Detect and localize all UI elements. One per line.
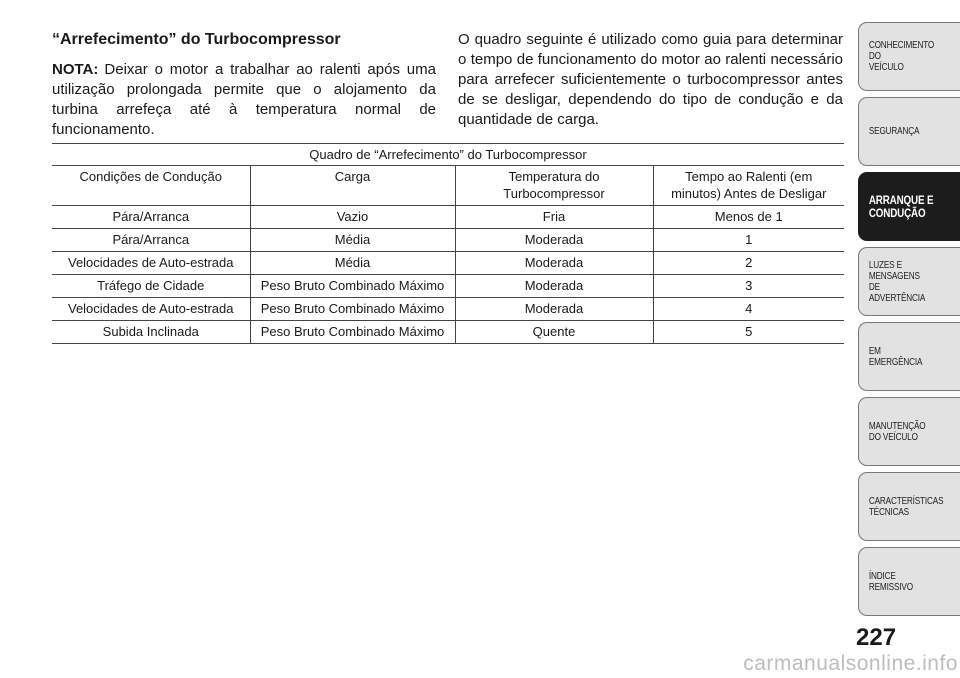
table-row — [52, 229, 844, 252]
cell-load: Peso Bruto Combinado Máximo — [250, 321, 455, 344]
tab-indice-remissivo[interactable] — [858, 547, 960, 616]
cell-conditions: Pára/Arranca — [52, 229, 250, 252]
tab-caracteristicas-tecnicas[interactable] — [858, 472, 960, 541]
cell-conditions: Velocidades de Auto-estrada — [52, 252, 250, 275]
cell-conditions: Tráfego de Cidade — [52, 275, 250, 298]
cell-conditions: Subida Inclinada — [52, 321, 250, 344]
tab-label: ARRANQUE E CONDUÇÃO — [868, 192, 934, 220]
tab-luzes-e-mensagens[interactable] — [858, 247, 960, 316]
table-row — [52, 206, 844, 229]
note-paragraph — [52, 60, 436, 140]
column-header-temperature: Temperatura do Turbocompressor — [455, 166, 653, 206]
note-label: NOTA: — [52, 61, 99, 78]
section-heading: “Arrefecimento” do Turbocompressor — [52, 31, 341, 48]
tab-label: CARACTERÍSTICAS TÉCNICAS — [868, 495, 944, 518]
tab-label: EM EMERGÊNCIA — [868, 345, 923, 368]
intro-right-column — [458, 30, 843, 130]
tab-label: LUZES E MENSAGENS DE ADVERTÊNCIA — [868, 259, 926, 304]
column-header-conditions: Condições de Condução — [52, 166, 250, 206]
cell-temperature: Moderada — [455, 252, 653, 275]
cell-temperature: Fria — [455, 206, 653, 229]
tab-label: CONHECIMENTO DO VEÍCULO — [868, 40, 935, 73]
table-row — [52, 298, 844, 321]
cell-conditions: Pára/Arranca — [52, 206, 250, 229]
cell-load: Média — [250, 229, 455, 252]
column-header-idle-time: Tempo ao Ralenti (em minutos) Antes de Desligar — [653, 166, 844, 206]
tab-label: ÍNDICE REMISSIVO — [868, 570, 913, 593]
cell-idle-time: 1 — [653, 229, 844, 252]
tab-manutencao-do-veiculo[interactable] — [858, 397, 960, 466]
table-row — [52, 252, 844, 275]
note-text: Deixar o motor a trabalhar ao ralenti após uma utilização prolongada permite que o alojamento da turbina arrefeça até à temperatura normal de funcionamento. — [52, 61, 436, 138]
cell-temperature: Moderada — [455, 275, 653, 298]
tab-arranque-e-conducao[interactable] — [858, 172, 960, 241]
tab-em-emergencia[interactable] — [858, 322, 960, 391]
tab-label: SEGURANÇA — [868, 126, 920, 137]
turbo-cooldown-table — [52, 143, 844, 344]
cell-conditions: Velocidades de Auto-estrada — [52, 298, 250, 321]
cell-temperature: Moderada — [455, 229, 653, 252]
tab-seguranca[interactable] — [858, 97, 960, 166]
tab-label: MANUTENÇÃO DO VEÍCULO — [868, 420, 926, 443]
cell-load: Peso Bruto Combinado Máximo — [250, 298, 455, 321]
watermark-text: carmanualsonline.info — [743, 652, 958, 675]
tab-conhecimento-do-veiculo[interactable] — [858, 22, 960, 91]
table-row — [52, 321, 844, 344]
cell-temperature: Quente — [455, 321, 653, 344]
cell-idle-time: 3 — [653, 275, 844, 298]
cell-idle-time: Menos de 1 — [653, 206, 844, 229]
table-row — [52, 275, 844, 298]
cell-load: Média — [250, 252, 455, 275]
cell-idle-time: 5 — [653, 321, 844, 344]
column-header-load: Carga — [250, 166, 455, 206]
cell-idle-time: 4 — [653, 298, 844, 321]
intro-paragraph: O quadro seguinte é utilizado como guia para determinar o tempo de funcionamento do motor ao ralenti necessário para arrefecer suficientemente o turbocompressor antes de se desligar, dependendo do tipo de condução e da quantidade de carga. — [458, 31, 843, 128]
cell-load: Vazio — [250, 206, 455, 229]
page-number: 227 — [856, 624, 897, 651]
cell-temperature: Moderada — [455, 298, 653, 321]
cell-load: Peso Bruto Combinado Máximo — [250, 275, 455, 298]
table-caption: Quadro de “Arrefecimento” do Turbocompressor — [52, 144, 844, 166]
intro-left-column — [52, 30, 436, 140]
cell-idle-time: 2 — [653, 252, 844, 275]
